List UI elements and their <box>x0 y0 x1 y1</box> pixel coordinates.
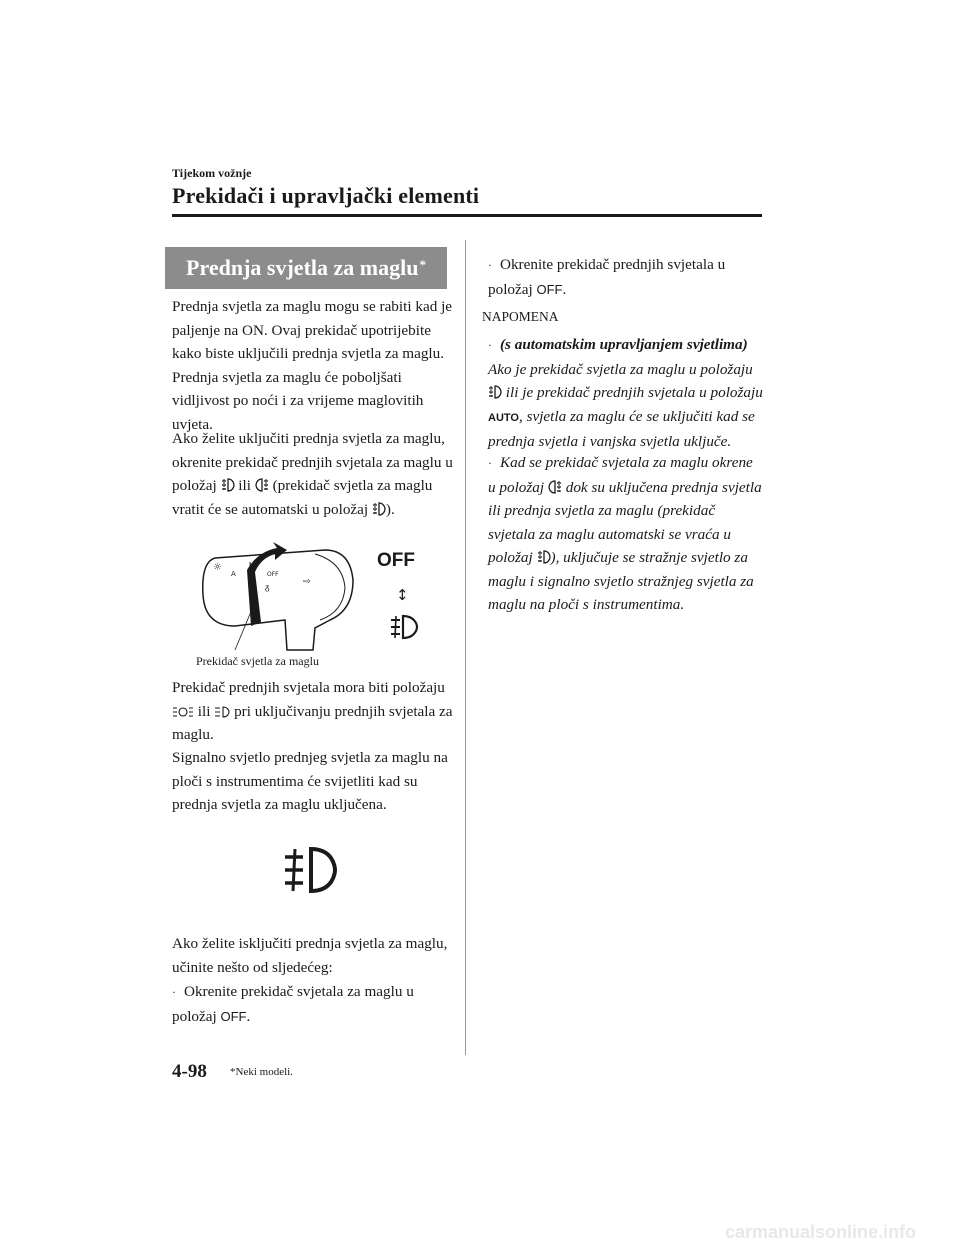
note2-text-b: dok su uključena prednja svjetla ili prednja svjetla za maglu (prekidač svjetala za maglu automatski se vraća u položaj <box>488 478 762 566</box>
auto-position-label: AUTO <box>488 411 519 424</box>
bullet2-text-a: Okrenite prekidač prednjih svjetala u položaj <box>488 256 726 298</box>
bullet-dot: · <box>488 258 492 272</box>
figure-caption: Prekidač svjetla za maglu <box>196 654 319 668</box>
svg-text:OFF: OFF <box>267 571 279 578</box>
note2-text-a: Kad se prekidač svjetala za maglu okrene u položaj <box>488 454 753 496</box>
bullet-dot: · <box>488 456 492 470</box>
off-label: OFF <box>377 550 415 571</box>
turn-off-paragraph: Ako želite isključiti prednja svjetla za maglu, učinite nešto od sljedećeg: <box>172 935 448 976</box>
bullet-dot: · <box>172 985 176 999</box>
headlight-low-beam-icon <box>214 705 230 719</box>
front-fog-light-icon <box>372 501 386 517</box>
turn-off-bullet-2 <box>488 253 763 301</box>
note-title: NAPOMENA <box>482 309 559 324</box>
parking-light-icon <box>172 705 194 719</box>
off-position-label: OFF <box>220 1008 247 1024</box>
note2-text-c: ), uključuje se stražnje svjetlo za maglu i signalno svjetlo stražnjeg svjetla za maglu na ploči s instrumentima. <box>488 549 754 613</box>
section-heading-text: Prednja svjetla za maglu <box>186 255 419 280</box>
bullet1-text-c: . <box>246 1007 251 1025</box>
bullet-dot: · <box>488 338 492 352</box>
svg-text:A: A <box>231 570 236 578</box>
page-number: 4-98 <box>172 1061 207 1082</box>
note1-text-d: , svjetla za maglu će se uključiti kad se prednja svjetla i vanjska svjetla uključe. <box>488 407 755 450</box>
turn-off-bullet-1 <box>172 980 462 1028</box>
rear-fog-light-icon <box>255 477 269 493</box>
title-rule <box>172 214 762 217</box>
footnote-mark: * <box>419 257 426 272</box>
section-label: Tijekom vožnje <box>172 166 252 180</box>
bullet1-text-a: Okrenite prekidač svjetala za maglu u položaj <box>172 983 414 1025</box>
intro-paragraph: Prednja svjetla za maglu mogu se rabiti kad je paljenje na ON. Ovaj prekidač upotrijebite kako biste uključili prednja svjetla za maglu. Prednja svjetla za maglu će poboljšati vidljivost po noći i za vrijeme maglovitih uvjeta. <box>172 298 453 433</box>
headlight-requirement-paragraph <box>172 676 462 747</box>
requirement-text-a: Prekidač prednjih svjetala mora biti položaju <box>172 679 445 696</box>
indicator-paragraph: Signalno svjetlo prednjeg svjetla za maglu na ploči s instrumentima će svijetliti kad su prednja svjetla za maglu uključena. <box>172 749 448 813</box>
turn-on-text-b: ili <box>238 477 251 494</box>
turn-on-paragraph <box>172 427 462 521</box>
off-position-label: OFF <box>536 281 563 297</box>
section-heading <box>165 247 447 289</box>
watermark: carmanualsonline.info <box>725 1222 917 1242</box>
turn-on-text-a: Ako želite uključiti prednja svjetla za maglu, okrenite prekidač prednjih svjetala za maglu u položaj <box>172 430 453 494</box>
svg-text:☼: ☼ <box>213 562 222 573</box>
fog-indicator-icon <box>283 845 339 895</box>
svg-text:ᵹ: ᵹ <box>265 583 270 592</box>
front-fog-light-icon <box>488 384 502 400</box>
svg-text:⇨: ⇨ <box>303 577 311 587</box>
footnote: *Neki modeli. <box>230 1066 293 1078</box>
note1-text-a: Ako je prekidač svjetla za maglu u položaju <box>488 360 753 378</box>
note-item-1 <box>488 333 763 454</box>
front-fog-light-icon <box>391 616 417 638</box>
turn-on-text-c: (prekidač svjetla za maglu vratit će se automatski u položaj <box>172 477 433 518</box>
note-item-2 <box>488 451 763 617</box>
column-divider <box>465 240 466 1055</box>
toggle-arrow: ↕ <box>396 586 409 604</box>
bullet2-text-c: . <box>562 280 567 298</box>
page-title: Prekidači i upravljački elementi <box>172 183 480 208</box>
fog-switch-figure <box>195 540 445 652</box>
rear-fog-light-icon <box>548 479 562 495</box>
requirement-text-c: pri uključivanju prednjih svjetala za maglu. <box>172 702 453 743</box>
front-fog-light-icon <box>221 477 235 493</box>
front-fog-light-icon <box>537 549 551 565</box>
turn-on-text-d: ). <box>385 500 395 518</box>
switch-stalk <box>203 550 353 650</box>
note1-text-b: ili je prekidač prednjih svjetala u položaju <box>505 384 763 401</box>
note1-title: (s automatskim upravljanjem svjetlima) <box>500 336 748 353</box>
requirement-text-b: ili <box>197 702 211 720</box>
